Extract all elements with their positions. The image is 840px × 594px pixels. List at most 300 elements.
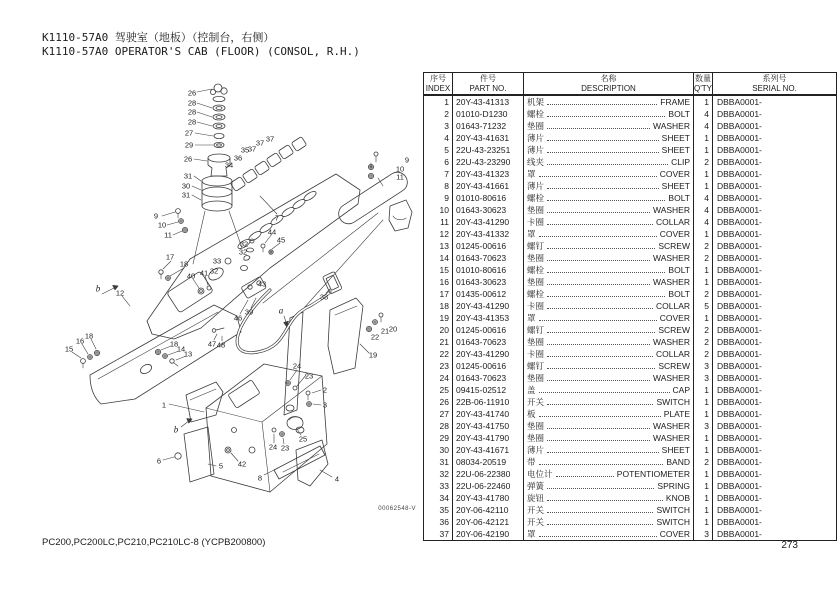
header-serial-no: 系列号 SERIAL NO. (752, 74, 797, 93)
cell-description (524, 312, 694, 324)
table-row (424, 288, 836, 300)
desc-cn: 机架 (527, 97, 545, 107)
table-row (424, 372, 836, 384)
cell-serial: DBBA0001- (717, 301, 762, 311)
desc-cn: 垫圈 (527, 205, 545, 215)
leader-dots (547, 396, 653, 405)
callout-number: 45 (276, 235, 286, 245)
desc-en: BOLT (668, 193, 690, 203)
desc-cn: 盖 (527, 385, 536, 395)
cell-qty: 2 (694, 288, 713, 300)
callout-number: 2 (322, 385, 328, 395)
table-row (424, 456, 836, 468)
desc-en: PLATE (663, 409, 690, 419)
cell-description (524, 372, 694, 384)
table-row (424, 420, 836, 432)
cell-qty: 3 (694, 372, 713, 384)
callout-number: 36 (233, 153, 243, 163)
table-row (424, 300, 836, 312)
cell-qty: 1 (694, 264, 713, 276)
callout-number: 28 (187, 117, 197, 127)
callout-number: 41 (199, 268, 209, 278)
cell-description (524, 144, 694, 156)
cell-serial: DBBA0001- (717, 517, 762, 527)
leader-dots (547, 492, 663, 501)
callout-number: 33 (212, 256, 222, 266)
cell-part-no: 22B-06-11910 (453, 396, 524, 408)
leader-dots (539, 312, 657, 321)
desc-en: SWITCH (656, 517, 690, 527)
leader-dots (547, 360, 655, 369)
cell-qty: 1 (694, 384, 713, 396)
cell-qty: 1 (694, 228, 713, 240)
leader-dots (547, 264, 665, 273)
leader-dots (547, 480, 654, 489)
desc-cn: 罩 (527, 229, 536, 239)
cell-description (524, 528, 694, 540)
desc-en: COLLAR (655, 301, 690, 311)
page-title (42, 31, 360, 59)
cell-part-no: 20Y-43-41290 (453, 216, 524, 228)
cell-description (524, 252, 694, 264)
cell-part-no: 01245-00616 (453, 360, 524, 372)
cell-index: 23 (424, 360, 453, 372)
diagram-art (38, 78, 430, 540)
cell-description (524, 108, 694, 120)
callout-number: 4 (334, 474, 340, 484)
cell-index: 29 (424, 432, 453, 444)
desc-cn: 带 (527, 457, 536, 467)
desc-en: SHEET (661, 145, 690, 155)
desc-en: BOLT (668, 109, 690, 119)
desc-en: COLLAR (655, 349, 690, 359)
cell-part-no: 01010-80616 (453, 192, 524, 204)
cell-description (524, 504, 694, 516)
desc-en: POTENTIOMETER (616, 469, 690, 479)
desc-en: BOLT (668, 265, 690, 275)
cell-part-no: 22U-43-23290 (453, 156, 524, 168)
desc-en: COVER (659, 169, 690, 179)
parts-table (423, 72, 837, 541)
desc-cn: 垫圈 (527, 253, 545, 263)
callout-number: 18 (169, 339, 179, 349)
table-row (424, 336, 836, 348)
cell-part-no: 01245-00616 (453, 324, 524, 336)
cell-index: 8 (424, 180, 453, 192)
leader-dots (547, 156, 668, 165)
console-panel-art (147, 171, 360, 339)
callout-number: 6 (156, 456, 162, 466)
desc-cn: 卡圈 (527, 217, 545, 227)
cell-index: 12 (424, 228, 453, 240)
cell-qty: 2 (694, 240, 713, 252)
cell-serial: DBBA0001- (717, 241, 762, 251)
cell-serial: DBBA0001- (717, 349, 762, 359)
cell-qty: 3 (694, 420, 713, 432)
desc-en: COVER (659, 529, 690, 539)
callout-number: 3 (322, 400, 328, 410)
table-row (424, 144, 836, 156)
desc-cn: 薄片 (527, 133, 545, 143)
callout-number: 40 (186, 271, 196, 281)
cell-part-no: 20Y-43-41790 (453, 432, 524, 444)
leader-dots (547, 420, 650, 429)
cell-index: 36 (424, 516, 453, 528)
cell-description (524, 324, 694, 336)
desc-en: FRAME (660, 97, 690, 107)
table-row (424, 468, 836, 480)
cell-part-no: 22U-06-22380 (453, 468, 524, 480)
cell-part-no: 08034-20519 (453, 456, 524, 468)
desc-cn: 垫圈 (527, 421, 545, 431)
cell-description (524, 240, 694, 252)
callout-number: 34 (224, 160, 234, 170)
desc-en: COLLAR (655, 217, 690, 227)
cell-qty: 2 (694, 456, 713, 468)
armrest-art (263, 152, 412, 328)
table-row (424, 324, 836, 336)
desc-cn: 螺栓 (527, 193, 545, 203)
desc-cn: 薄片 (527, 181, 545, 191)
cell-qty: 1 (694, 276, 713, 288)
leader-dots (539, 456, 664, 465)
cell-index: 32 (424, 468, 453, 480)
desc-en: WASHER (653, 205, 690, 215)
cell-qty: 4 (694, 120, 713, 132)
desc-en: CLIP (671, 157, 690, 167)
cell-serial: DBBA0001- (717, 397, 762, 407)
callout-number: 28 (187, 107, 197, 117)
table-row (424, 156, 836, 168)
desc-en: SHEET (661, 445, 690, 455)
table-row (424, 96, 836, 108)
cell-serial: DBBA0001- (717, 277, 762, 287)
cell-part-no: 01435-00612 (453, 288, 524, 300)
leader-dots (539, 528, 657, 537)
table-row (424, 516, 836, 528)
leader-dots (547, 504, 653, 513)
table-row (424, 228, 836, 240)
callout-number: 28 (187, 98, 197, 108)
callout-number: 46 (233, 313, 243, 323)
desc-cn: 螺钉 (527, 361, 545, 371)
desc-en: KNOB (665, 493, 690, 503)
callout-number: 10 (395, 164, 405, 174)
view-label: a (278, 305, 284, 316)
desc-en: SWITCH (656, 397, 690, 407)
desc-en: COVER (659, 229, 690, 239)
cell-index: 10 (424, 204, 453, 216)
desc-cn: 螺钉 (527, 325, 545, 335)
cell-description (524, 96, 694, 108)
cell-description (524, 384, 694, 396)
callout-number: 9 (153, 211, 159, 221)
cell-serial: DBBA0001- (717, 481, 762, 491)
console-body-art (169, 361, 327, 492)
desc-en: SCREW (658, 241, 690, 251)
cell-qty: 3 (694, 360, 713, 372)
cell-description (524, 180, 694, 192)
cell-part-no: 20Y-06-42110 (453, 504, 524, 516)
callout-number: 5 (218, 461, 224, 471)
cell-description (524, 408, 694, 420)
header-qty: 数量 Q'TY (694, 74, 712, 93)
leader-dots (547, 216, 653, 225)
header-description: 名称 DESCRIPTION (524, 73, 694, 94)
desc-cn: 垫圈 (527, 337, 545, 347)
cell-serial: DBBA0001- (717, 157, 762, 167)
table-row (424, 480, 836, 492)
callout-number: 16 (75, 336, 85, 346)
callout-number: 32 (209, 266, 219, 276)
callout-number: 48 (216, 340, 226, 350)
cell-part-no: 20Y-43-41290 (453, 348, 524, 360)
view-label: b (95, 283, 101, 294)
cell-part-no: 01643-30623 (453, 276, 524, 288)
cell-index: 17 (424, 288, 453, 300)
cell-qty: 3 (694, 528, 713, 540)
cell-description (524, 444, 694, 456)
leader-dots (547, 336, 650, 345)
desc-en: WASHER (653, 337, 690, 347)
callout-number: 35 (240, 145, 250, 155)
cell-description (524, 216, 694, 228)
cell-qty: 1 (694, 468, 713, 480)
desc-en: SCREW (658, 361, 690, 371)
cell-part-no: 20Y-43-41750 (453, 420, 524, 432)
callout-number: 22 (370, 332, 380, 342)
cell-serial: DBBA0001- (717, 109, 762, 119)
desc-cn: 罩 (527, 313, 536, 323)
cell-qty: 4 (694, 204, 713, 216)
callout-number: 26 (187, 88, 197, 98)
table-row (424, 264, 836, 276)
table-row (424, 396, 836, 408)
cell-qty: 1 (694, 504, 713, 516)
cell-index: 14 (424, 252, 453, 264)
cell-index: 20 (424, 324, 453, 336)
cell-description (524, 492, 694, 504)
cell-description (524, 120, 694, 132)
callout-number: 43 (257, 279, 267, 289)
cell-index: 16 (424, 276, 453, 288)
table-row (424, 120, 836, 132)
cell-description (524, 396, 694, 408)
cell-serial: DBBA0001- (717, 133, 762, 143)
table-row (424, 348, 836, 360)
desc-cn: 垫圈 (527, 277, 545, 287)
cell-serial: DBBA0001- (717, 409, 762, 419)
cell-index: 35 (424, 504, 453, 516)
cell-description (524, 360, 694, 372)
callout-number: 14 (176, 344, 186, 354)
cell-index: 2 (424, 108, 453, 120)
leader-dots (547, 288, 665, 297)
table-row (424, 108, 836, 120)
callout-number: 38 (319, 292, 329, 302)
callout-number: 23 (280, 443, 290, 453)
callout-number: 24 (268, 442, 278, 452)
cell-index: 27 (424, 408, 453, 420)
cell-index: 21 (424, 336, 453, 348)
desc-cn: 旋钮 (527, 493, 545, 503)
leader-dots (539, 384, 670, 393)
cell-index: 34 (424, 492, 453, 504)
callout-number: 47 (207, 339, 217, 349)
cell-index: 4 (424, 132, 453, 144)
cell-description (524, 516, 694, 528)
desc-en: WASHER (653, 373, 690, 383)
cell-index: 31 (424, 456, 453, 468)
cell-qty: 2 (694, 252, 713, 264)
desc-en: SHEET (661, 133, 690, 143)
cell-qty: 2 (694, 348, 713, 360)
cell-qty: 2 (694, 156, 713, 168)
callout-number: 19 (368, 350, 378, 360)
leader-dots (556, 468, 614, 477)
callout-number: 29 (184, 140, 194, 150)
leader-dots (547, 432, 650, 441)
desc-cn: 卡圈 (527, 301, 545, 311)
leader-dots (547, 144, 659, 153)
table-row (424, 312, 836, 324)
callout-number: 44 (267, 227, 277, 237)
cell-serial: DBBA0001- (717, 169, 762, 179)
cell-serial: DBBA0001- (717, 97, 762, 107)
cell-description (524, 468, 694, 480)
cell-index: 6 (424, 156, 453, 168)
desc-en: BOLT (668, 289, 690, 299)
leader-dots (547, 120, 650, 129)
callout-number: 24 (292, 361, 302, 371)
cell-serial: DBBA0001- (717, 433, 762, 443)
cell-qty: 1 (694, 480, 713, 492)
leader-dots (547, 180, 659, 189)
desc-cn: 弹簧 (527, 481, 545, 491)
desc-en: SCREW (658, 325, 690, 335)
desc-cn: 板 (527, 409, 536, 419)
callout-number: 18 (179, 259, 189, 269)
desc-cn: 螺栓 (527, 265, 545, 275)
cell-serial: DBBA0001- (717, 493, 762, 503)
callout-number: 27 (184, 128, 194, 138)
table-row (424, 444, 836, 456)
cell-serial: DBBA0001- (717, 229, 762, 239)
desc-en: WASHER (653, 121, 690, 131)
leader-dots (547, 192, 665, 201)
callout-number: 10 (157, 220, 167, 230)
cell-part-no: 01010-D1230 (453, 108, 524, 120)
cell-qty: 5 (694, 300, 713, 312)
cell-part-no: 20Y-43-41313 (453, 96, 524, 108)
cell-part-no: 01643-30623 (453, 204, 524, 216)
callout-number: 31 (181, 190, 191, 200)
cell-description (524, 288, 694, 300)
callout-number: 37 (247, 144, 257, 154)
desc-cn: 开关 (527, 505, 545, 515)
cell-qty: 1 (694, 132, 713, 144)
cell-serial: DBBA0001- (717, 529, 762, 539)
cell-description (524, 264, 694, 276)
cell-index: 33 (424, 480, 453, 492)
cell-description (524, 132, 694, 144)
leader-dots (547, 108, 665, 117)
cell-qty: 1 (694, 144, 713, 156)
desc-en: WASHER (653, 421, 690, 431)
desc-cn: 薄片 (527, 445, 545, 455)
cell-index: 3 (424, 120, 453, 132)
table-row (424, 168, 836, 180)
callout-number: 30 (181, 181, 191, 191)
cell-part-no: 20Y-43-41671 (453, 444, 524, 456)
cell-part-no: 01643-70623 (453, 252, 524, 264)
callout-number: 31 (183, 171, 193, 181)
cell-part-no: 22U-43-23251 (453, 144, 524, 156)
desc-cn: 罩 (527, 529, 536, 539)
desc-en: COVER (659, 313, 690, 323)
desc-cn: 薄片 (527, 145, 545, 155)
cell-qty: 1 (694, 180, 713, 192)
header-index: 序号 INDEX (424, 73, 453, 94)
table-row (424, 360, 836, 372)
cell-qty: 4 (694, 192, 713, 204)
cell-part-no: 09415-02512 (453, 384, 524, 396)
cell-part-no: 01245-00616 (453, 240, 524, 252)
cell-serial: DBBA0001- (717, 193, 762, 203)
cell-serial: DBBA0001- (717, 289, 762, 299)
cell-description (524, 420, 694, 432)
cell-serial: DBBA0001- (717, 313, 762, 323)
cell-serial: DBBA0001- (717, 265, 762, 275)
cell-qty: 1 (694, 96, 713, 108)
callout-number: 37 (265, 134, 275, 144)
desc-cn: 开关 (527, 517, 545, 527)
diagram-code: 00062548-V (378, 506, 416, 512)
parts-table-header (424, 73, 836, 96)
table-row (424, 132, 836, 144)
leader-dots (547, 204, 650, 213)
cell-part-no: 20Y-43-41661 (453, 180, 524, 192)
cell-description (524, 456, 694, 468)
cell-description (524, 204, 694, 216)
leader-dots (547, 240, 655, 249)
desc-cn: 垫圈 (527, 121, 545, 131)
leader-dots (547, 348, 653, 357)
cell-part-no: 01643-70623 (453, 372, 524, 384)
header-part-no: 件号 PART NO. (453, 73, 524, 94)
leader-dots (547, 324, 655, 333)
leader-dots (539, 228, 657, 237)
desc-en: WASHER (653, 433, 690, 443)
cell-index: 9 (424, 192, 453, 204)
callout-number: 17 (165, 252, 175, 262)
cell-index: 15 (424, 264, 453, 276)
callout-number: 20 (388, 324, 398, 334)
cell-serial: DBBA0001- (717, 421, 762, 431)
table-row (424, 492, 836, 504)
cell-serial: DBBA0001- (717, 385, 762, 395)
cell-qty: 1 (694, 444, 713, 456)
table-row (424, 192, 836, 204)
leader-dots (539, 408, 661, 417)
desc-cn: 螺栓 (527, 289, 545, 299)
title-en: K1110-57A0 OPERATOR'S CAB (FLOOR) (CONSOL, R.H.) (42, 45, 360, 58)
callout-number: 12 (115, 288, 125, 298)
cell-serial: DBBA0001- (717, 325, 762, 335)
cell-qty: 1 (694, 312, 713, 324)
desc-en: CAP (672, 385, 690, 395)
cell-description (524, 168, 694, 180)
